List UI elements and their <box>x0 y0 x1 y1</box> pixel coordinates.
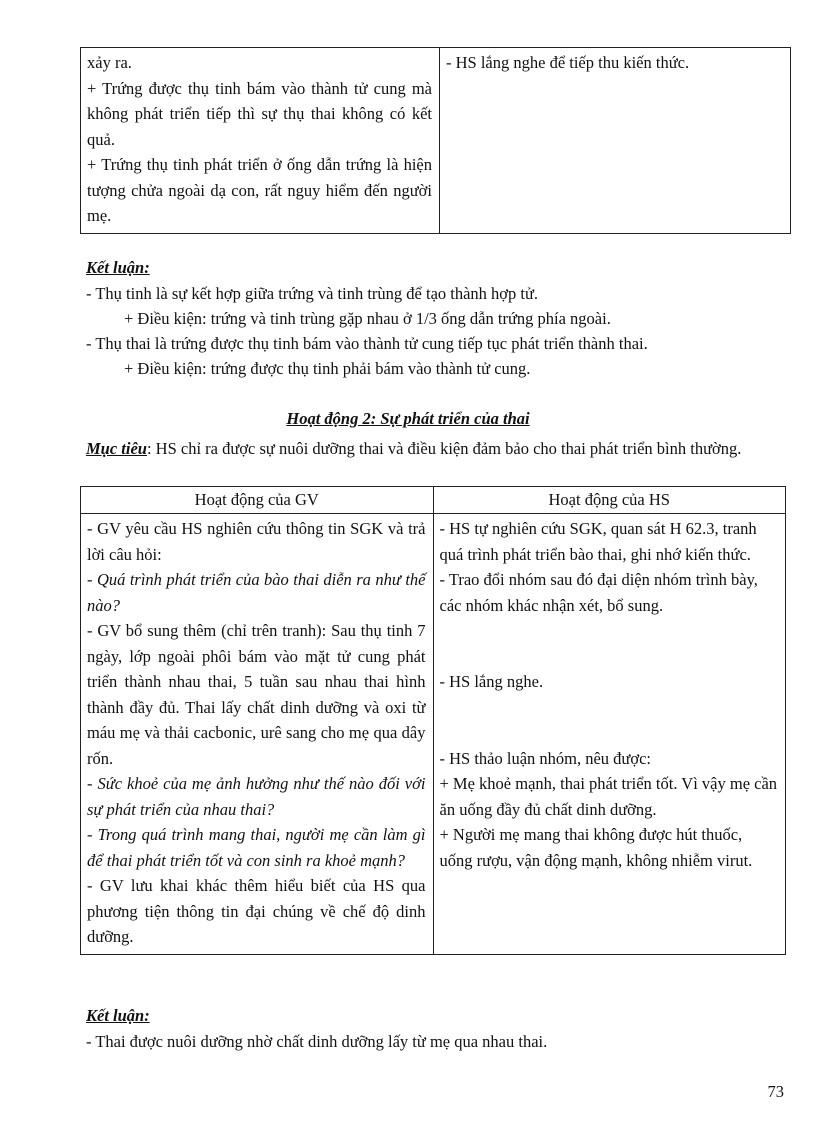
paragraph: - HS thảo luận nhóm, nêu được: <box>439 748 652 768</box>
paragraph: + Mẹ khoẻ mạnh, thai phát triển tốt. Vì vậy mẹ cần ăn uống đầy đủ chất dinh dưỡng. <box>439 774 778 819</box>
student-activity-cell <box>440 48 791 234</box>
student-activity-cell <box>433 514 786 955</box>
activity2-title <box>0 409 816 429</box>
question-paragraph: - Sức khoẻ của mẹ ảnh hưởng như thế nào đối với sự phát triển của nhau thai? <box>87 774 426 819</box>
paragraph: + Trứng được thụ tinh bám vào thành tử cung mà không phát triển tiếp thì sự thụ thai không có kết quả. <box>87 78 432 149</box>
conclusion-line: + Điều kiện: trứng và tinh trùng gặp nhau ở 1/3 ống dẫn trứng phía ngoài. <box>124 309 611 328</box>
paragraph: - HS lắng nghe. <box>439 672 544 691</box>
paragraph: - GV yêu cầu HS nghiên cứu thông tin SGK và trả lời câu hỏi: <box>87 519 426 564</box>
paragraph: + Người mẹ mang thai không được hút thuốc, uống rượu, vận động mạnh, không nhiễm virut. <box>439 825 753 870</box>
activity2-subject: : Sự phát triển của thai <box>370 409 530 428</box>
conclusion-heading: Kết luận: <box>86 258 150 277</box>
objective <box>86 437 786 461</box>
paragraph: - Trao đổi nhóm sau đó đại diện nhóm trình bày, các nhóm khác nhận xét, bổ sung. <box>439 570 758 615</box>
activity1-table <box>80 47 791 234</box>
activity2-table <box>80 486 786 955</box>
paragraph: - GV bổ sung thêm (chỉ trên tranh): Sau thụ tinh 7 ngày, lớp ngoài phôi bám vào mặt tử cung phát triển thành nhau thai, 5 tuần sau nhau thai hình thành đầy đủ. Thai lấy chất dinh dưỡng và oxi từ máu mẹ và thải cacbonic, urê sang cho mẹ qua dây rốn. <box>87 621 426 768</box>
page-number: 73 <box>767 1082 784 1101</box>
conclusion-line: - Thai được nuôi dưỡng nhờ chất dinh dưỡng lấy từ mẹ qua nhau thai. <box>86 1032 548 1051</box>
question-paragraph: - Quá trình phát triển của bào thai diễn ra như thế nào? <box>87 570 426 615</box>
conclusion-heading: Kết luận: <box>86 1006 150 1025</box>
column-header: Hoạt động của GV <box>81 487 434 514</box>
paragraph: - HS tự nghiên cứu SGK, quan sát H 62.3, tranh quá trình phát triển bào thai, ghi nhớ kiến thức. <box>439 519 757 564</box>
activity2-label: Hoạt động 2 <box>286 409 371 428</box>
table-row <box>81 514 786 955</box>
table-header-row <box>81 487 786 514</box>
objective-label: Mục tiêu <box>86 439 147 458</box>
teacher-activity-cell <box>81 514 434 955</box>
teacher-activity-cell <box>81 48 440 234</box>
conclusion-line: + Điều kiện: trứng được thụ tinh phải bám vào thành tử cung. <box>124 359 531 378</box>
question-paragraph: - Trong quá trình mang thai, người mẹ cần làm gì để thai phát triển tốt và con sinh ra khoẻ mạnh? <box>87 825 426 870</box>
paragraph: + Trứng thụ tinh phát triển ở ống dẫn trứng là hiện tượng chửa ngoài dạ con, rất nguy hiểm đến người mẹ. <box>87 155 432 225</box>
paragraph: xảy ra. <box>87 53 132 72</box>
paragraph: - HS lắng nghe để tiếp thu kiến thức. <box>446 53 690 72</box>
conclusion-line: - Thụ tinh là sự kết hợp giữa trứng và tinh trùng để tạo thành hợp tử. <box>86 284 539 303</box>
conclusion-line: - Thụ thai là trứng được thụ tinh bám vào thành tử cung tiếp tục phát triển thành thai. <box>86 334 648 353</box>
table-row <box>81 48 791 234</box>
paragraph: - GV lưu khai khác thêm hiểu biết của HS qua phương tiện thông tin đại chúng về chế độ dinh dưỡng. <box>87 876 426 946</box>
objective-text: : HS chỉ ra được sự nuôi dưỡng thai và điều kiện đảm bảo cho thai phát triển bình thường. <box>146 439 742 458</box>
column-header: Hoạt động của HS <box>433 487 786 514</box>
